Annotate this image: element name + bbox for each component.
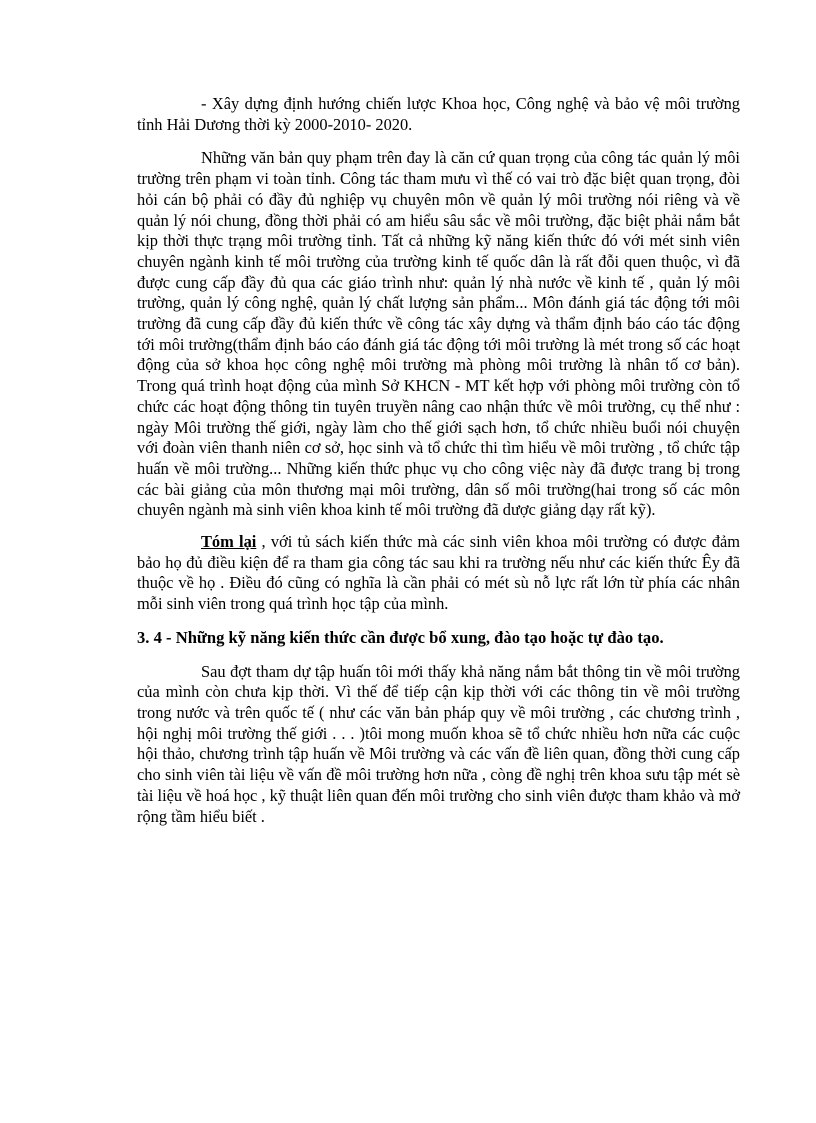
document-page: [137, 94, 740, 827]
section-heading: 3. 4 - Những kỹ năng kiến thức cần được bổ xung, đào tạo hoặc tự đào tạo.: [137, 627, 664, 647]
summary-lead: Tóm lại: [201, 532, 257, 552]
paragraph-training: Sau đợt tham dự tập huấn tôi mới thấy khả năng nắm bắt thông tin về môi trường của mình còn chưa kịp thời. Vì thế để tiếp cận kịp thời với các thông tin về môi trường trong nước và trên quốc tế ( như các văn bản pháp quy về môi trường , các chương trình , hội nghị môi trường thế giới . . . )tôi mong muốn khoa sẽ tổ chức nhiều hơn nữa các cuộc hội thảo, chương trình tập huấn về Môi trường và các vấn đề liên quan, đồng thời cung cấp cho sinh viên tài liệu về vấn đề môi trường hơn nữa , còng đề nghị trên khoa sưu tập mét sè tài liệu về hoá học , kỹ thuật liên quan đến môi trường cho sinh viên được tham khảo và mở rộng tầm hiểu biết .: [137, 661, 740, 826]
summary-text: , với tủ sách kiến thức mà các sinh viên khoa môi trường có được đảm bảo họ đủ điều kiện để ra tham gia công tác sau khi ra trường nếu như các kiến thức Êy đã thuộc về họ . Điều đó cũng có nghĩa là cần phải có mét sù nỗ lực rất lớn từ phía các nhân mỗi sinh viên trong quá trình học tập của mình.: [137, 532, 740, 614]
paragraph-strategy: - Xây dựng định hướng chiến lược Khoa học, Công nghệ và bảo vệ môi trường tỉnh Hải Dương thời kỳ 2000-2010- 2020.: [137, 94, 740, 134]
paragraph-regulations: Những văn bản quy phạm trên đay là căn cứ quan trọng của công tác quản lý môi trường trên phạm vi toàn tỉnh. Công tác tham mưu vì thế có vai trò đặc biệt quan trọng, đòi hỏi cán bộ phải có đầy đủ nghiệp vụ chuyên môn về quản lý môi trường nói riêng và về quản lý nói chung, đồng thời phải có am hiểu sâu sắc về môi trường, đặc biệt phải nắm bắt kịp thời thực trạng môi trường tỉnh. Tất cả những kỹ năng kiến thức đó với mét sinh viên chuyên ngành kinh tế môi trường của trường kinh tế quốc dân là rất đỗi quen thuộc, vì đã được cung cấp đầy đủ qua các giáo trình như: quản lý nhà nước về kinh tế , quản lý môi trường, quản lý công nghệ, quản lý chất lượng sản phẩm... Môn đánh giá tác động tới môi trường đã cung cấp đầy đủ kiến thức về công tác xây dựng và thẩm định báo cáo tác động tới môi trường(thẩm định báo cáo đánh giá tác động tới môi trường là mét trong số các hoạt động của sở khoa học công nghệ môi trường mà phòng môi trường là nhân tố cơ bản). Trong quá trình hoạt động của mình Sở KHCN - MT kết hợp với phòng môi trường còn tổ chức các hoạt động thông tin tuyên truyền nâng cao nhận thức về môi trường, cụ thể như : ngày Môi trường thế giới, ngày làm cho thế giới sạch hơn, tổ chức nhiều buổi nói chuyện với đoàn viên thanh niên cơ sở, học sinh và tổ chức thi tìm hiểu về môi trường , tổ chức tập huấn về môi trường... Những kiến thức phục vụ cho công việc này đã được trang bị trong các bài giảng của môn thương mại môi trường, dân số môi trường(hai trong số các môn chuyên ngành mà sinh viên khoa kinh tế môi trường đã dược giảng dạy rất kỹ).: [137, 148, 740, 520]
paragraph-summary: [137, 532, 740, 615]
